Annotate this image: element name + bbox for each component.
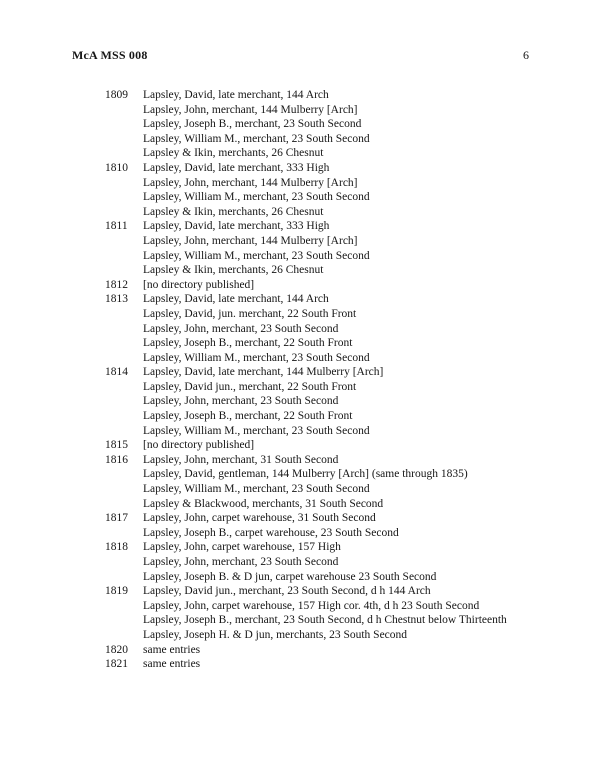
year-label: 1812	[105, 278, 128, 291]
entry-line: same entries	[143, 658, 201, 671]
entry-lines	[143, 219, 580, 277]
year-label: 1817	[105, 512, 128, 525]
year-label: 1821	[105, 658, 128, 671]
entry-line: Lapsley, David, late merchant, 333 High	[143, 161, 330, 174]
entry-lines	[143, 278, 580, 293]
entry-line: Lapsley, John, carpet warehouse, 31 South Second	[143, 512, 376, 525]
entry-line: Lapsley, John, merchant, 23 South Second	[143, 322, 339, 335]
year-label: 1815	[105, 439, 128, 452]
year-group	[105, 453, 580, 511]
entry-line: Lapsley, David, late merchant, 144 Arch	[143, 89, 329, 101]
entry-line: Lapsley, David jun., merchant, 23 South Second, d h 144 Arch	[143, 585, 431, 598]
entry-line: Lapsley, William M., merchant, 23 South Second	[143, 191, 370, 204]
entry-line: Lapsley, David, late merchant, 144 Mulberry [Arch]	[143, 366, 384, 379]
year-group	[105, 219, 580, 277]
entry-line: Lapsley & Ikin, merchants, 26 Chesnut	[143, 205, 324, 218]
year-label: 1811	[105, 220, 128, 233]
entry-line: Lapsley, David, late merchant, 144 Arch	[143, 293, 329, 306]
entry-line: Lapsley, William M., merchant, 23 South Second	[143, 483, 370, 496]
entry-lines	[143, 438, 580, 453]
entry-line: Lapsley & Ikin, merchants, 26 Chesnut	[143, 147, 324, 160]
entry-line: [no directory published]	[143, 278, 255, 291]
year-group	[105, 657, 580, 672]
entry-line: Lapsley, Joseph B., merchant, 23 South Second	[143, 118, 362, 131]
entry-lines	[143, 584, 580, 642]
entry-line: Lapsley, John, carpet warehouse, 157 High	[143, 541, 341, 554]
entry-line: same entries	[143, 643, 201, 656]
entry-line: Lapsley, John, merchant, 144 Mulberry [Arch]	[143, 176, 358, 189]
directory-list	[105, 88, 580, 672]
entry-line: Lapsley, Joseph B., carpet warehouse, 23 South Second	[143, 526, 399, 539]
entry-lines	[143, 161, 580, 219]
entry-lines	[143, 88, 580, 161]
year-group	[105, 511, 580, 540]
entry-line: Lapsley, William M., merchant, 23 South Second	[143, 351, 370, 364]
entry-line: Lapsley, David jun., merchant, 22 South Front	[143, 380, 357, 393]
entry-line: Lapsley, John, merchant, 144 Mulberry [Arch]	[143, 234, 358, 247]
year-group	[105, 278, 580, 293]
year-label: 1813	[105, 293, 128, 306]
entry-lines	[143, 511, 580, 540]
year-group	[105, 161, 580, 219]
year-label: 1809	[105, 89, 128, 101]
entry-line: Lapsley, Joseph H. & D jun, merchants, 23 South Second	[143, 628, 408, 641]
entry-line: Lapsley, Joseph B. & D jun, carpet warehouse 23 South Second	[143, 570, 437, 583]
entry-line: Lapsley, John, merchant, 23 South Second	[143, 556, 339, 568]
entry-line: Lapsley, Joseph B., merchant, 22 South Front	[143, 337, 353, 350]
entry-line: Lapsley, John, merchant, 23 South Second	[143, 395, 339, 408]
year-group	[105, 438, 580, 453]
entry-line: Lapsley & Blackwood, merchants, 31 South Second	[143, 497, 384, 510]
year-label: 1814	[105, 366, 128, 379]
entry-line: Lapsley, David, late merchant, 333 High	[143, 220, 330, 233]
year-label: 1816	[105, 453, 128, 466]
entry-lines	[143, 657, 580, 672]
entry-lines	[143, 292, 580, 365]
year-group	[105, 643, 580, 658]
page-number: 6	[523, 48, 529, 62]
year-group	[105, 540, 580, 584]
year-group	[105, 88, 580, 161]
entry-line: Lapsley, David, gentleman, 144 Mulberry [Arch] (same through 1835)	[143, 468, 468, 481]
entry-line: Lapsley, John, merchant, 31 South Second	[143, 453, 339, 466]
year-label: 1818	[105, 541, 128, 554]
entry-line: Lapsley, Joseph B., merchant, 23 South Second, d h Chestnut below Thirteenth	[143, 614, 507, 627]
entry-line: Lapsley, Joseph B., merchant, 22 South Front	[143, 410, 353, 423]
entry-line: Lapsley, William M., merchant, 23 South Second	[143, 132, 370, 145]
entry-line: Lapsley & Ikin, merchants, 26 Chesnut	[143, 264, 324, 277]
year-label: 1819	[105, 585, 128, 598]
year-label: 1820	[105, 643, 128, 656]
entry-line: Lapsley, William M., merchant, 23 South Second	[143, 249, 370, 262]
running-header	[72, 48, 529, 63]
year-label: 1810	[105, 161, 128, 174]
entry-lines	[143, 540, 580, 584]
year-group	[105, 365, 580, 438]
collection-id: McA MSS 008	[72, 48, 148, 62]
entry-lines	[143, 365, 580, 438]
year-group	[105, 584, 580, 642]
entry-line: [no directory published]	[143, 439, 255, 452]
entry-lines	[143, 453, 580, 511]
entry-line: Lapsley, William M., merchant, 23 South Second	[143, 424, 370, 437]
year-group	[105, 292, 580, 365]
entry-line: Lapsley, John, carpet warehouse, 157 High cor. 4th, d h 23 South Second	[143, 599, 480, 612]
entry-line: Lapsley, David, jun. merchant, 22 South Front	[143, 307, 357, 320]
entry-line: Lapsley, John, merchant, 144 Mulberry [Arch]	[143, 103, 358, 116]
entry-lines	[143, 643, 580, 658]
